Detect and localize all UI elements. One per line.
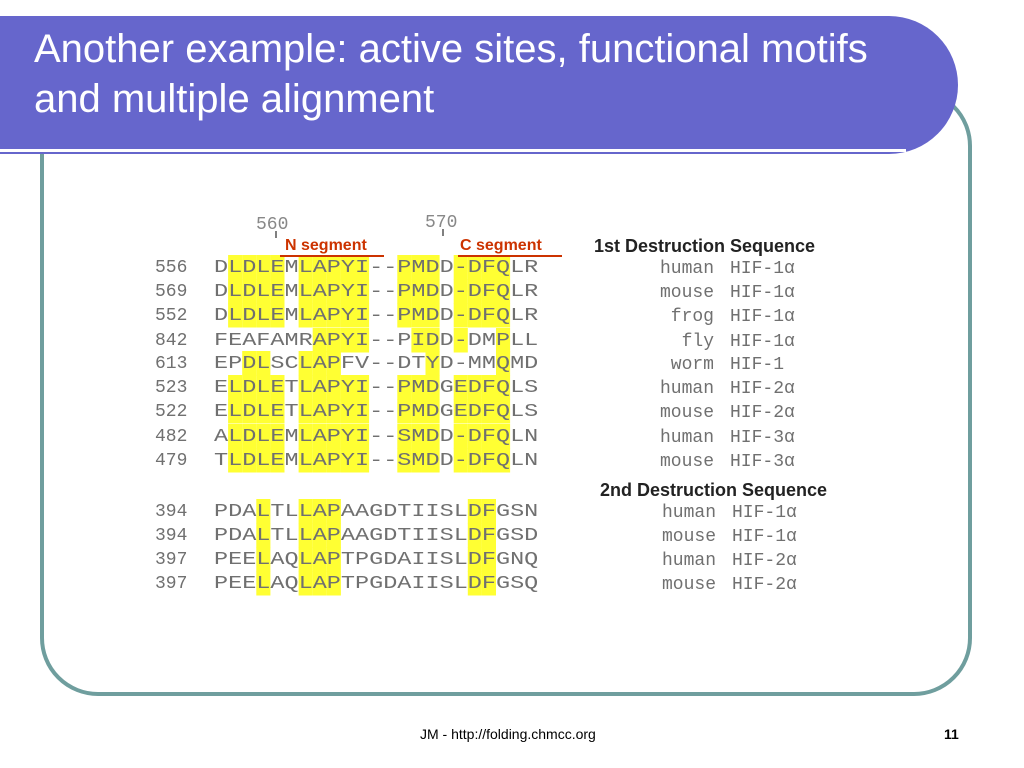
species-label: mouse bbox=[659, 403, 714, 423]
second-destruction-heading: 2nd Destruction Sequence bbox=[600, 480, 828, 500]
gene-label: HIF-3α bbox=[730, 428, 795, 448]
sequence-text: PEELAQLAPTPGDAIISLDFGNQ bbox=[214, 550, 539, 570]
gene-label: HIF-3α bbox=[730, 452, 795, 472]
sequence-text: ELDLETLAPYI--PMDGEDFQLS bbox=[214, 378, 539, 398]
residue-number: 552 bbox=[155, 306, 188, 326]
residue-number: 522 bbox=[155, 402, 188, 422]
gene-label: HIF-1α bbox=[732, 503, 797, 523]
residue-number: 842 bbox=[155, 331, 188, 351]
species-label: human bbox=[661, 503, 716, 523]
residue-number: 394 bbox=[155, 526, 188, 546]
residue-number: 397 bbox=[155, 574, 188, 594]
sequence-text: FEAFAMRAPYI--PIDD-DMPLL bbox=[214, 331, 539, 351]
sequence-text: EPDLSCLAPFV--DTYD-MMQMD bbox=[214, 354, 539, 374]
species-label: mouse bbox=[659, 452, 714, 472]
gene-label: HIF-2α bbox=[732, 551, 797, 571]
tick-label-560: 560 bbox=[256, 215, 289, 235]
residue-number: 397 bbox=[155, 550, 188, 570]
residue-number: 479 bbox=[155, 451, 188, 471]
species-label: mouse bbox=[661, 527, 716, 547]
gene-label: HIF-2α bbox=[730, 379, 795, 399]
sequence-text: DLDLEMLAPYI--PMDD-DFQLR bbox=[214, 306, 539, 326]
species-label: worm bbox=[670, 355, 714, 375]
residue-number: 569 bbox=[155, 282, 188, 302]
gene-label: HIF-1α bbox=[730, 307, 795, 327]
sequence-text: TLDLEMLAPYI--SMDD-DFQLN bbox=[214, 451, 539, 471]
residue-number: 613 bbox=[155, 354, 188, 374]
species-label: human bbox=[659, 259, 714, 279]
sequence-text: ELDLETLAPYI--PMDGEDFQLS bbox=[214, 402, 539, 422]
n-segment-label: N segment bbox=[285, 237, 367, 254]
gene-label: HIF-2α bbox=[732, 575, 797, 595]
tick-label-570: 570 bbox=[425, 213, 458, 233]
sequence-text: PDALTLLAPAAGDTIISLDFGSD bbox=[214, 526, 539, 546]
species-label: fly bbox=[681, 332, 714, 352]
sequence-text: PEELAQLAPTPGDAIISLDFGSQ bbox=[214, 574, 539, 594]
c-segment-label: C segment bbox=[460, 237, 542, 254]
residue-number: 556 bbox=[155, 258, 188, 278]
gene-label: HIF-1α bbox=[732, 527, 797, 547]
gene-label: HIF-1α bbox=[730, 283, 795, 303]
sequence-text: ALDLEMLAPYI--SMDD-DFQLN bbox=[214, 427, 539, 447]
sequence-text: DLDLEMLAPYI--PMDD-DFQLR bbox=[214, 258, 539, 278]
species-label: human bbox=[661, 551, 716, 571]
slide-title: Another example: active sites, functional motifs and multiple alignment bbox=[34, 27, 868, 121]
residue-number: 523 bbox=[155, 378, 188, 398]
gene-label: HIF-1α bbox=[730, 332, 795, 352]
species-label: frog bbox=[670, 307, 714, 327]
alignment-rows bbox=[155, 258, 797, 595]
sequence-text: PDALTLLAPAAGDTIISLDFGSN bbox=[214, 502, 539, 522]
residue-number: 394 bbox=[155, 502, 188, 522]
footer-text: JM - http://folding.chmcc.org bbox=[420, 726, 596, 742]
gene-label: HIF-2α bbox=[730, 403, 795, 423]
page-number: 11 bbox=[944, 726, 959, 742]
gene-label: HIF-1 bbox=[730, 355, 785, 375]
sequence-text: DLDLEMLAPYI--PMDD-DFQLR bbox=[214, 282, 539, 302]
species-label: mouse bbox=[659, 283, 714, 303]
gene-label: HIF-1α bbox=[730, 259, 795, 279]
species-label: human bbox=[659, 428, 714, 448]
first-destruction-heading: 1st Destruction Sequence bbox=[594, 236, 816, 256]
species-label: mouse bbox=[661, 575, 716, 595]
species-label: human bbox=[659, 379, 714, 399]
residue-number: 482 bbox=[155, 427, 188, 447]
